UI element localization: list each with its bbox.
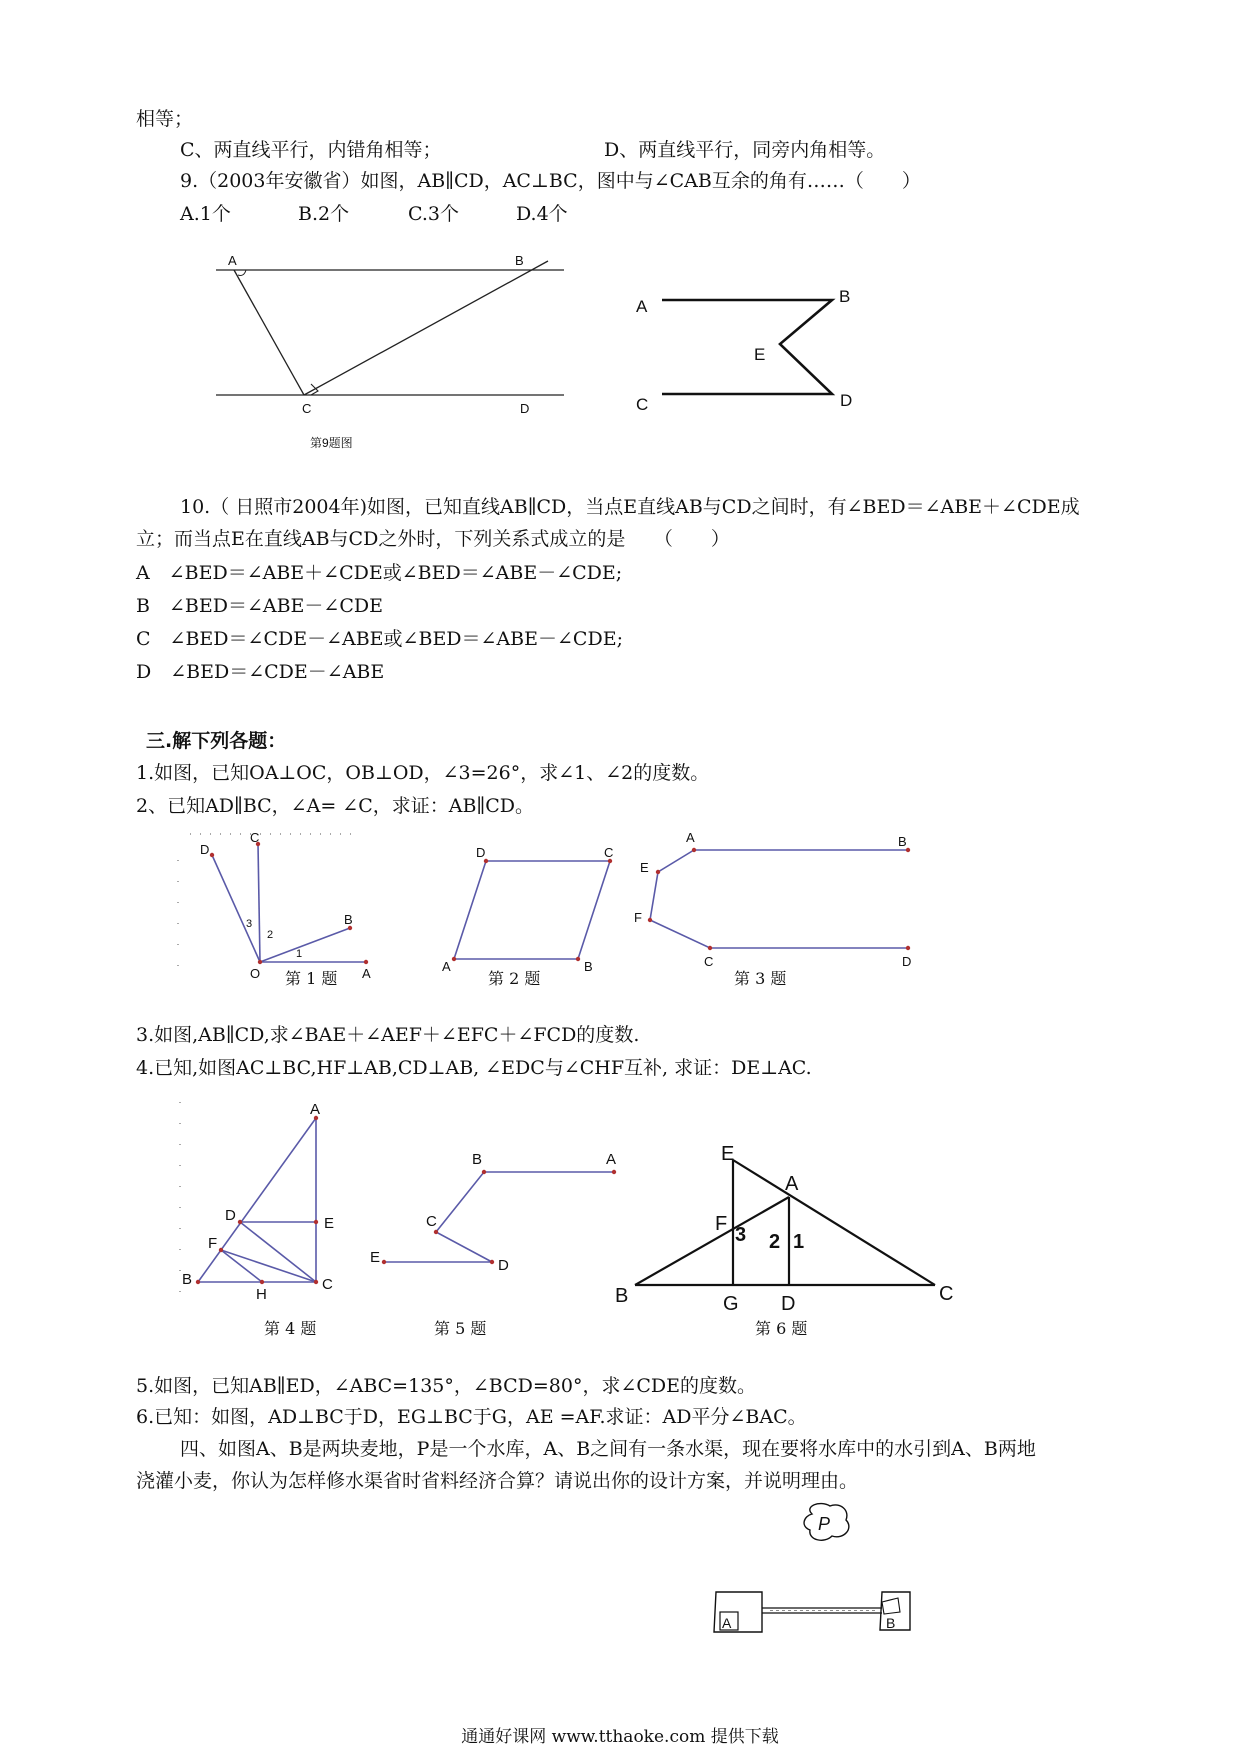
label-g: G [723,1293,739,1315]
label-b: B [615,1285,629,1307]
label-a: A [442,959,451,974]
fig2 [440,845,630,975]
label-b: B [839,287,851,306]
footer: 通通好课网 www.tthaoke.com 提供下载 [461,1727,779,1747]
section-heading: 三.解下列各题： [146,730,287,752]
problem-2: 2、已知AD∥BC，∠A= ∠C，求证：AB∥CD。 [136,795,534,817]
q9-option-a: A.1个 [180,203,231,225]
label-d: D [781,1293,796,1315]
option-c: C、两直线平行，内错角相等； [180,139,442,161]
fig5 [370,1150,640,1290]
fig1-caption: 第 1 题 [285,969,338,988]
fig2-caption: 第 2 题 [488,969,541,988]
label-p: P [818,1514,831,1534]
q9-option-c: C.3个 [408,203,459,225]
label-a: A [785,1173,799,1195]
label-e: E [721,1143,735,1165]
label-f: F [715,1213,728,1235]
q9-option-d: D.4个 [516,203,568,225]
label-b: B [182,1271,193,1288]
label-b: B [472,1151,483,1168]
problem-6: 6.已知：如图，AD⊥BC于D，EG⊥BC于G，AE =AF.求证：AD平分∠BAC。 [136,1406,807,1428]
label-b: B [515,253,524,268]
question-9: 9.（2003年安徽省）如图，AB∥CD，AC⊥BC，图中与∠CAB互余的角有……（ ） [180,170,921,192]
problem-four: 四、如图A、B是两块麦地，P是一个水库，A、B之间有一条水渠，现在要将水库中的水引到A、B两地 [180,1438,1036,1460]
option-d: D、两直线平行，同旁内角相等。 [604,139,886,161]
label-a: A [228,253,237,268]
fig5-caption: 第 5 题 [434,1319,487,1338]
label-c: C [604,845,614,860]
label-a: A [606,1151,617,1168]
label-b: B [886,1615,896,1631]
q10-option-a: A ∠BED＝∠ABE＋∠CDE或∠BED＝∠ABE－∠CDE; [136,562,623,584]
label-o: O [250,966,261,981]
q10-figure [630,280,870,420]
label-b: B [898,834,907,849]
fig4 [170,1100,350,1303]
question-10-cont: 立；而当点E在直线AB与CD之外时，下列关系式成立的是 （ ） [136,528,730,550]
reservoir-sketch [700,1500,940,1640]
problem-1: 1.如图，已知OA⊥OC，OB⊥OD，∠3=26°，求∠1、∠2的度数。 [136,762,710,784]
label-c: C [704,954,714,969]
fig4-caption: 第 4 题 [264,1319,317,1338]
label-b: B [344,912,353,927]
label-e: E [370,1249,381,1266]
label-c: C [426,1213,437,1230]
fig3-caption: 第 3 题 [734,969,787,988]
label-e: E [640,860,649,875]
angle-2: 2 [267,929,274,941]
q10-option-b: B ∠BED＝∠ABE－∠CDE [136,595,383,617]
label-c: C [250,830,260,845]
text-line: 相等； [136,108,194,130]
label-d: D [520,401,530,416]
label-c: C [636,395,649,414]
angle-1: 1 [296,948,303,960]
label-a: A [686,830,695,845]
q10-option-d: D ∠BED＝∠CDE－∠ABE [136,661,385,683]
fig3 [630,822,930,972]
label-h: H [256,1286,267,1303]
problem-4: 4.已知,如图AC⊥BC,HF⊥AB,CD⊥AB, ∠EDC与∠CHF互补, 求证：DE⊥AC. [136,1057,812,1079]
label-e: E [754,345,766,364]
label-a: A [636,297,648,316]
label-c: C [939,1283,954,1305]
q9-option-b: B.2个 [298,203,350,225]
label-e: E [324,1215,335,1232]
fig1 [170,830,390,980]
problem-four-cont: 浇灌小麦，你认为怎样修水渠省时省料经济合算？请说出你的设计方案，并说明理由。 [136,1470,859,1492]
angle-3: 3 [246,918,253,930]
question-10: 10.（ 日照市2004年)如图，已知直线AB∥CD，当点E直线AB与CD之间时，有∠BED＝∠ABE＋∠CDE成 [180,496,1080,518]
angle-1: 1 [793,1231,805,1253]
q9-figure [200,245,580,450]
label-c: C [322,1276,333,1293]
label-f: F [634,910,642,925]
label-d: D [200,842,210,857]
q9-caption: 第9题图 [310,436,353,450]
fig6 [615,1140,965,1315]
problem-5: 5.如图，已知AB∥ED，∠ABC=135°，∠BCD=80°，求∠CDE的度数。 [136,1375,757,1397]
angle-3: 3 [735,1224,747,1246]
label-d: D [476,845,486,860]
label-a: A [310,1101,321,1118]
label-a: A [722,1615,732,1631]
angle-2: 2 [769,1231,781,1253]
label-d: D [902,954,912,969]
label-b: B [584,959,593,974]
label-d: D [225,1207,236,1224]
q10-option-c: C ∠BED＝∠CDE－∠ABE或∠BED＝∠ABE－∠CDE; [136,628,623,650]
fig6-caption: 第 6 题 [755,1319,808,1338]
label-c: C [302,401,312,416]
label-f: F [208,1235,218,1252]
problem-3: 3.如图,AB∥CD,求∠BAE＋∠AEF＋∠EFC＋∠FCD的度数. [136,1024,640,1046]
label-d: D [840,391,853,410]
label-a: A [362,966,371,981]
label-d: D [498,1257,509,1274]
